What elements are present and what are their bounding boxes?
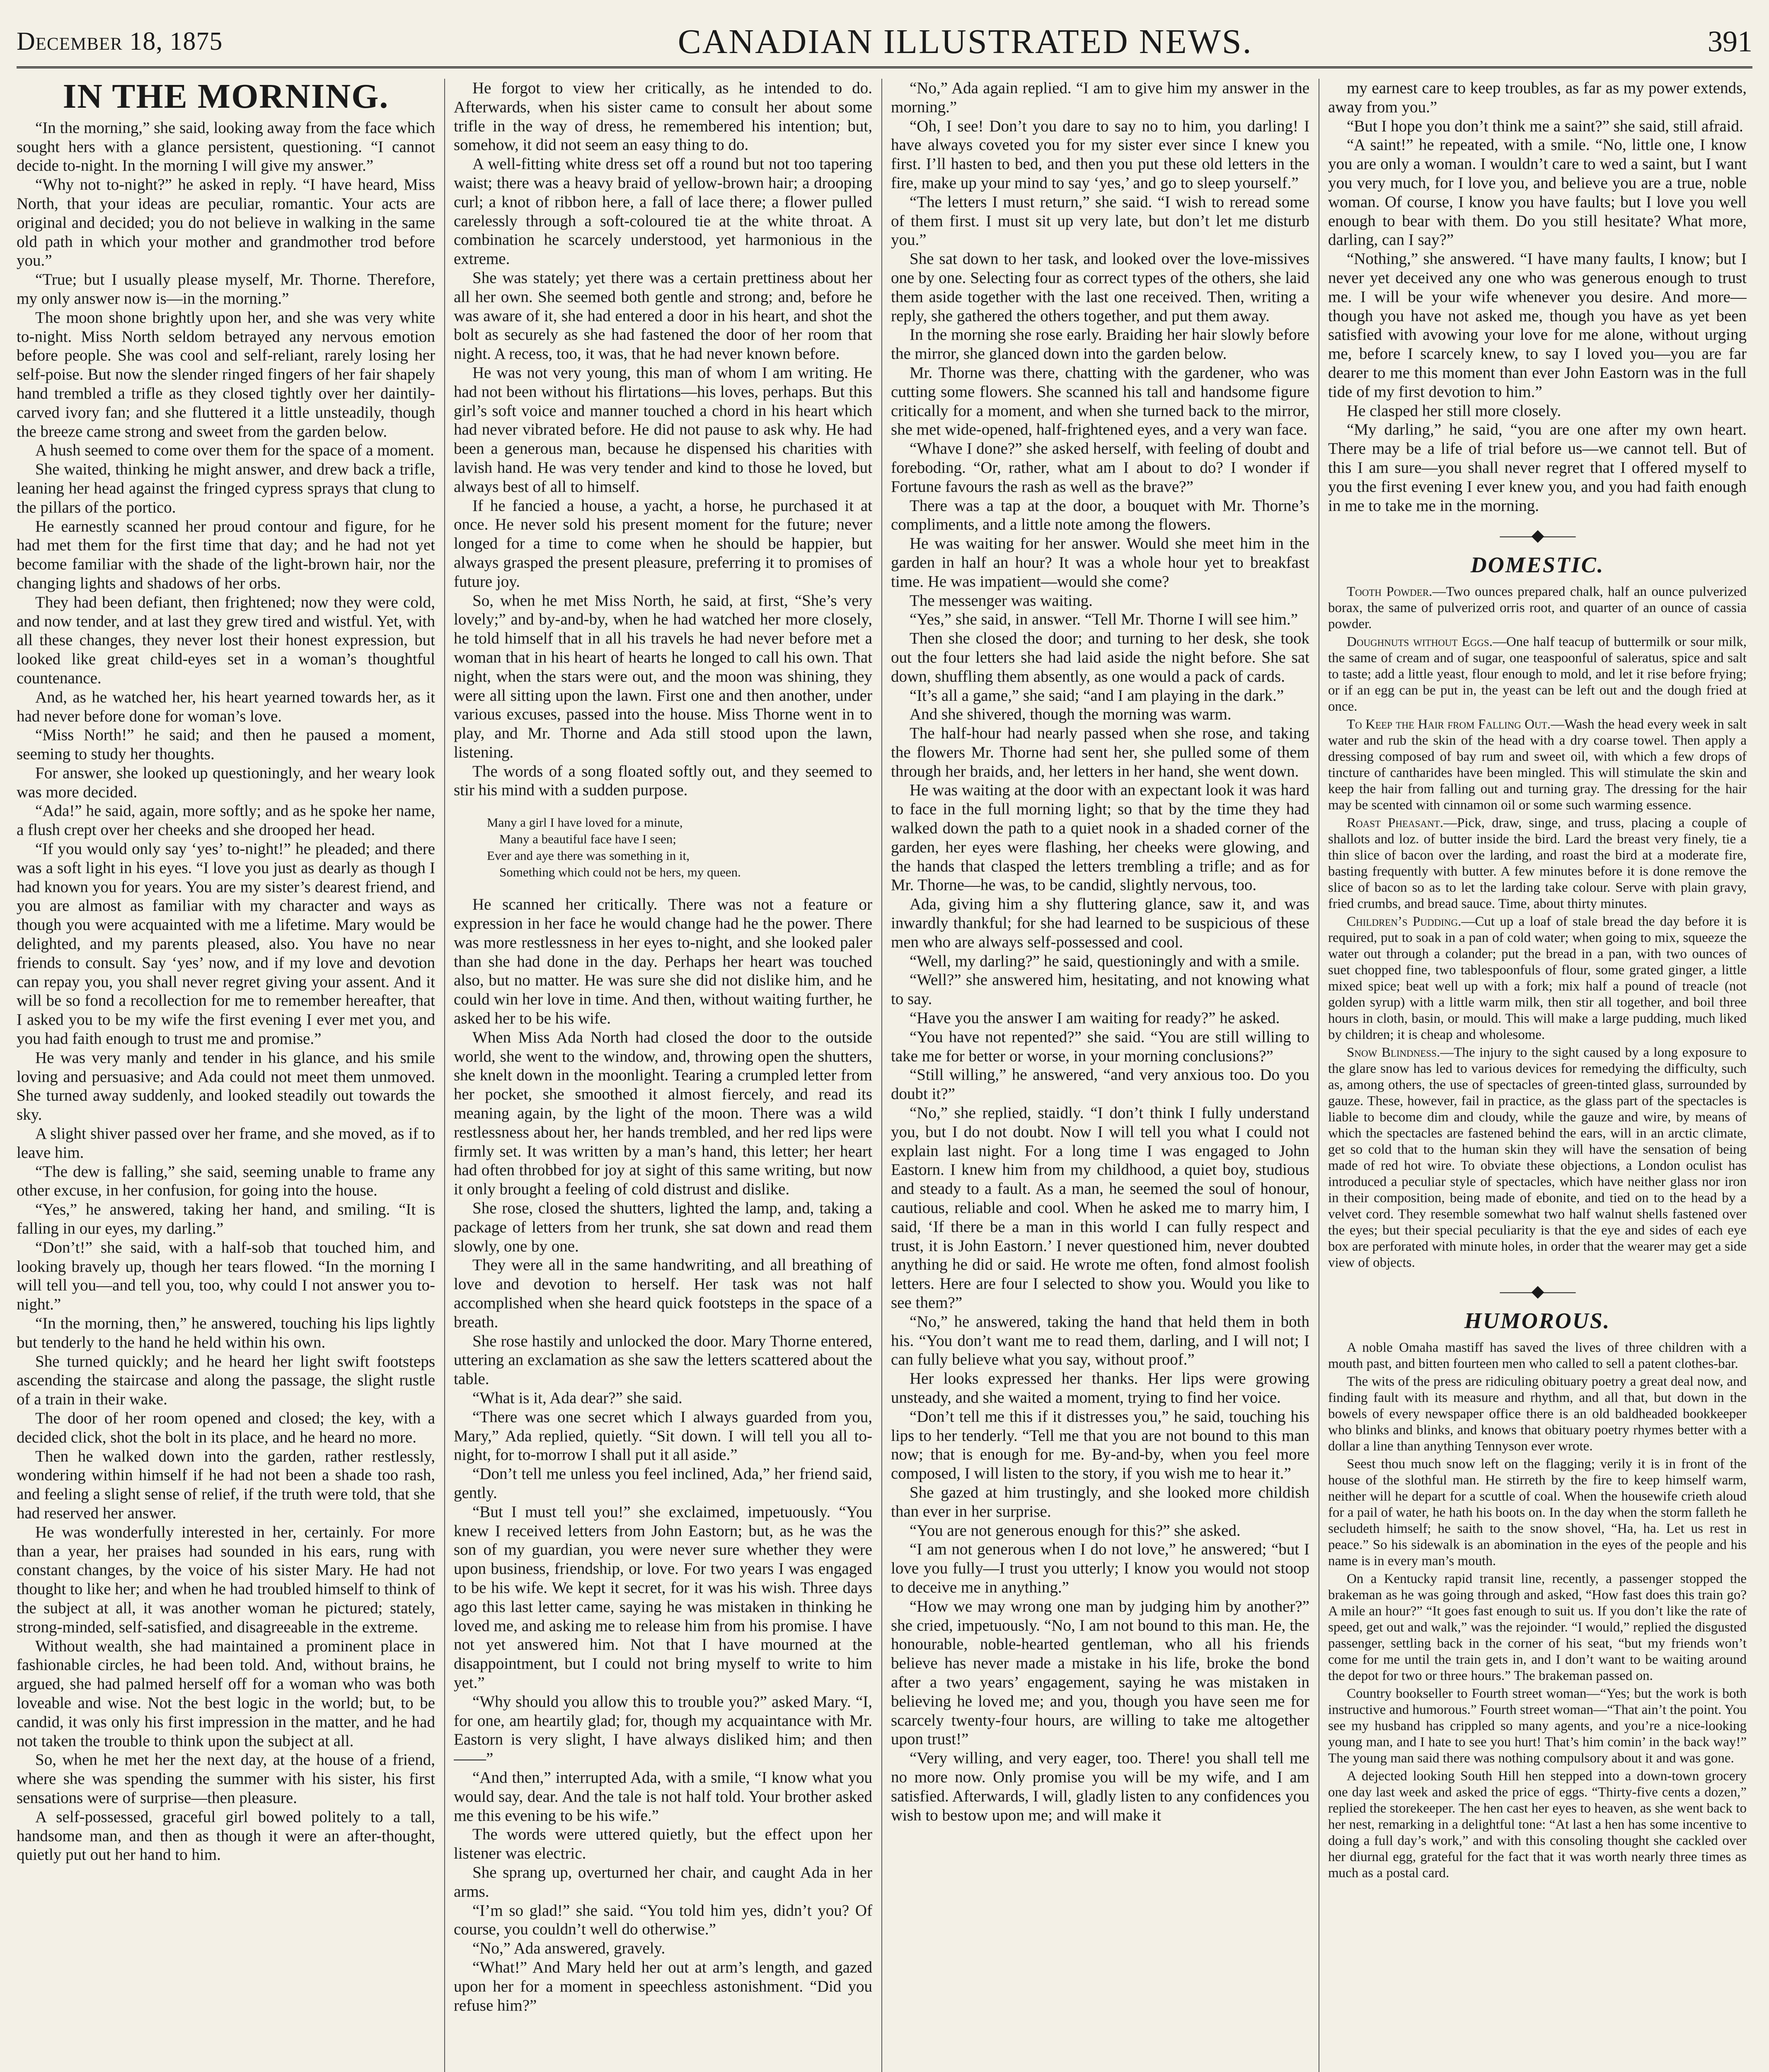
- paragraph: He earnestly scanned her proud contour and figure, for he had met them for the first time that day; and he had not yet become familiar with the shade of the light-brown hair, nor the changing lights and shadows of her orbs.: [17, 517, 435, 592]
- paragraph: Then she closed the door; and turning to her desk, she took out the four letters she had laid aside the night before. She sat down, shuffling them absently, as one would a pack of cards.: [891, 629, 1309, 685]
- newspaper-title: CANADIAN ILLUSTRATED NEWS.: [678, 22, 1253, 61]
- column-4: [1328, 79, 1747, 2072]
- recipe-item: [1328, 914, 1747, 1043]
- paragraph: “Yes,” she said, in answer. “Tell Mr. Thorne I will see him.”: [910, 610, 1298, 629]
- recipe-item-text: —One half teacup of buttermilk or sour milk, the same of cream and of sugar, one teaspoonful of saleratus, spice and salt to taste; add a little yeast, flour enough to mold, and let it rise before frying; or if an egg can be put in, the yeast can be left out and the dough fried at once.: [1328, 634, 1747, 714]
- paragraph: “Nothing,” she answered. “I have many faults, I know; but I never yet deceived any one who was generous enough to trust me. I will be your wife whenever you desire. And more—though you have not asked me, though you have as yet been satisfied with avowing your love for me alone, without urging me, before I scarcely knew, to say I loved you—you are far dearer to me this moment than ever John Eastorn was in the full tide of my first devotion to him.”: [1328, 250, 1747, 401]
- paragraph: Mr. Thorne was there, chatting with the gardener, who was cutting some flowers. She scanned his tall and handsome figure critically for a moment, and when she turned back to the mirror, she met wide-opened, half-frightened eyes, and a very wan face.: [891, 363, 1309, 439]
- paragraph: She turned quickly; and he heard her light swift footsteps ascending the staircase and along the passage, the slight rustle of a train in their wake.: [17, 1352, 435, 1409]
- paragraph: He was waiting at the door with an expectant look it was hard to face in the full morning light; so that by the time they had walked down the path to a quiet nook in a shaded corner of the garden, her eyes were flashing, her cheeks were glowing, and the hands that clasped the letters trembling a trifle; and as for Mr. Thorne—he was, to be candid, slightly nervous, too.: [891, 781, 1309, 894]
- recipe-item-text: —The injury to the sight caused by a long exposure to the glare snow has led to various devices for remedying the difficulty, such as, among others, the use of spectacles of green-tinted glass, surrounded by gauze. These, however, fail in practice, as the glass part of the spectacles is liable to become dim and cloudy, while the gauze and wire, by means of which the spectacles are fastened behind the ears, will in an arctic climate, get so cold that to the human skin they will have the sensation of being made of red hot wire. To obviate these objections, a London oculist has introduced a peculiar style of spectacles, which have neither glass nor iron in their composition, being made of ebonite, and tied on to the head by a velvet cord. They resemble somewhat two half walnut shells fastened over the eyes; but their special peculiarity is that the eye and sides of each eye box are perforated with minute holes, in order that the wearer may get a side view of objects.: [1328, 1045, 1747, 1270]
- paragraph: When Miss Ada North had closed the door to the outside world, she went to the window, and, throwing open the shutters, she knelt down in the moonlight. Tearing a crumpled letter from her pocket, she smoothed it almost fiercely, and read its meaning again, by the light of the moon. There was a wild restlessness about her, her hands trembled, and her red lips were firmly set. It was written by a man’s hand, this letter; her heart had often throbbed for joy at sight of this same writing, but now it only brought a feeling of cold distrust and dislike.: [454, 1028, 872, 1198]
- recipe-item-title: Roast Pheasant.: [1347, 815, 1444, 830]
- recipe-item-text: —Cut up a loaf of stale bread the day before it is required, put to soak in a pan of cold water; when going to mix, squeeze the water out through a colander; put the bread in a pan, with two ounces of suet chopped fine, two tablespoonfuls of flour, some grated ginger, a little mixed spice; beat well up with a fork; mix half a pound of treacle (not golden syrup) with a little warm milk, then stir all together, and boil three hours in cloth, basin, or mould. This will make a large pudding, much liked by children; it is cheap and wholesome.: [1328, 914, 1747, 1042]
- paragraph: The messenger was waiting.: [910, 591, 1093, 610]
- paragraph: He was not very young, this man of whom I am writing. He had not been without his flirtations—his loves, perhaps. But this girl’s soft voice and manner touched a chord in his heart which had never vibrated before. He did not pause to ask why. He had been a generous man, because he dispensed his charities with lavish hand. He was very tender and kind to those he loved, but always best of all to himself.: [454, 363, 872, 496]
- recipe-item: [1328, 1045, 1747, 1271]
- paragraph: “Whave I done?” she asked herself, with feeling of doubt and foreboding. “Or, rather, what am I about to do? I wonder if Fortune favours the rash as well as the brave?”: [891, 440, 1309, 496]
- paragraph: my earnest care to keep troubles, as far as my power extends, away from you.”: [1328, 79, 1747, 116]
- recipe-item: [1328, 716, 1747, 813]
- paragraph: He clasped her still more closely.: [1347, 402, 1561, 420]
- song-verse: [487, 814, 839, 881]
- paragraph: A self-possessed, graceful girl bowed politely to a tall, handsome man, and then as though it were an after-thought, quietly put out her hand to him.: [17, 1808, 435, 1864]
- paragraph: He forgot to view her critically, as he intended to do. Afterwards, when his sister came to consult her about some trifle in the way of dress, he remembered his intention; but, somehow, it did not seem an easy thing to do.: [454, 79, 872, 154]
- paragraph: “What!” And Mary held her out at arm’s length, and gazed upon her for a moment in speechless astonishment. “Did you refuse him?”: [454, 1958, 872, 2014]
- paragraph: “It’s all a game,” she said; “and I am playing in the dark.”: [910, 686, 1284, 704]
- domestic-items: [1328, 584, 1747, 1271]
- paragraph: He scanned her critically. There was not a feature or expression in her face he would change had he the power. There was more restlessness in her eyes to-night, and she looked paler than she had done in the day. Perhaps her heart was touched also, but no matter. He was sure she did not dislike him, and he could win her love in time. And then, without waiting further, he asked her to be his wife.: [454, 896, 872, 1028]
- paragraph: On a Kentucky rapid transit line, recently, a passenger stopped the brakeman as he was going through and asked, “How fast does this train go? A mile an hour?” “It goes fast enough to suit us. If you don’t like the rate of speed, get out and walk,” was the rejoinder. “I would,” replied the disgusted passenger, settling back in the corner of his seat, “but my friends won’t come for me until the train gets in, and I don’t want to be waiting around the depot for two or three hours.” The brakeman passed on.: [1328, 1571, 1747, 1683]
- paragraph: Country bookseller to Fourth street woman—“Yes; but the work is both instructive and humorous.” Fourth street woman—“That ain’t the point. You see my husband has crippled so many agents, and you’re a nice-looking young man, and I hate to see you hurt! That’s him comin’ in the back way!” The young man said there was nothing compulsory about it and was gone.: [1328, 1686, 1747, 1766]
- paragraph: “Have you the answer I am waiting for ready?” he asked.: [910, 1009, 1280, 1027]
- paragraph: He was waiting for her answer. Would she meet him in the garden in half an hour? It was a whole hour yet to breakfast time. He was impatient—would she come?: [891, 535, 1309, 591]
- paragraph: “The letters I must return,” she said. “I wish to reread some of them first. I must sit up very late, but don’t let me disturb you.”: [891, 193, 1309, 249]
- paragraph: Then he walked down into the garden, rather restlessly, wondering within himself if he had not been a shade too rash, and feeling a slight sense of relief, if the truth were told, that she had reserved her answer.: [17, 1447, 435, 1522]
- recipe-item-text: —Wash the head every week in salt water and rub the skin of the head with a dry coarse towel. Then apply a dressing composed of bay rum and sweet oil, with which a few drops of tincture of cantharides have been mingled. This will stimulate the skin and keep the hair from falling out and turning gray. The dressing for the hair may be scented with cinnamon oil or some such warming essence.: [1328, 716, 1747, 813]
- section-ornament: ――◆――: [1500, 526, 1575, 545]
- paragraph: He was very manly and tender in his glance, and his smile loving and persuasive; and Ada could not meet them unmoved. She turned away suddenly, and looked steadily out towards the sky.: [17, 1048, 435, 1124]
- paragraph: And, as he watched her, his heart yearned towards her, as it had never before done for woman’s love.: [17, 688, 435, 725]
- recipe-item-text: —Two ounces prepared chalk, half an ounce pulverized borax, the same of pulverized orris root, and quarter of an ounce of cassia powder.: [1328, 584, 1747, 632]
- paragraph: “No,” Ada again replied. “I am to give him my answer in the morning.”: [891, 79, 1309, 116]
- paragraph: Her looks expressed her thanks. Her lips were growing unsteady, and she waited a moment, trying to find her voice.: [891, 1370, 1309, 1406]
- paragraph: Ada, giving him a shy fluttering glance, saw it, and was inwardly thankful; for she had learned to be suspicious of these men who are always self-possessed and cool.: [891, 895, 1309, 951]
- recipe-item: [1328, 634, 1747, 715]
- paragraph: There was a tap at the door, a bouquet with Mr. Thorne’s compliments, and a little note among the flowers.: [891, 496, 1309, 534]
- article-columns: [17, 79, 1752, 2072]
- story-part-3: [454, 895, 872, 2015]
- recipe-item-title: Snow Blindness.: [1347, 1045, 1440, 1060]
- paragraph: “Ada!” he said, again, more softly; and as he spoke her name, a flush crept over her cheeks and she drooped her head.: [17, 802, 435, 839]
- recipe-item-title: Children’s Pudding.: [1347, 914, 1462, 929]
- paragraph: A hush seemed to come over them for the space of a moment.: [35, 441, 434, 460]
- paragraph: A slight shiver passed over her frame, and she moved, as if to leave him.: [17, 1125, 435, 1162]
- paragraph: For answer, she looked up questioningly, and her weary look was more decided.: [17, 764, 435, 801]
- masthead: [17, 17, 1752, 68]
- paragraph: A noble Omaha mastiff has saved the lives of three children with a mouth past, and bitten fourteen men who called to sell a patent clothes-bar.: [1328, 1340, 1747, 1371]
- column-divider: [444, 79, 445, 2072]
- recipe-item-title: Doughnuts without Eggs.: [1347, 634, 1493, 649]
- paragraph: She was stately; yet there was a certain prettiness about her all her own. She seemed both gentle and strong; and, before he was aware of it, she had entered a door in his heart, and shot the bolt as securely as she had fastened the door of her room that night. A recess, too, it was, that he had never known before.: [454, 269, 872, 363]
- paragraph: “If you would only say ‘yes’ to-night!” he pleaded; and there was a soft light in his eyes. “I love you just as dearly as though I had known you for years. You are my sister’s dearest friend, and you are almost as familiar with my character and ways as though you were acquainted with me a lifetime. Mary would be delighted, and my parents pleased, also. You have no near friends to consult. Say ‘yes’ now, and if my love and devotion can repay you, you shall never regret giving your assent. And it will be so fond a recollection for me to remember hereafter, that I asked you to be my wife the first evening I ever met you, and you had faith enough to trust me and promise.”: [17, 840, 435, 1048]
- paragraph: She waited, thinking he might answer, and drew back a trifle, leaning her head against the fringed cypress sprays that clung to the pillars of the portico.: [17, 460, 435, 516]
- paragraph: “Miss North!” he said; and then he paused a moment, seeming to study her thoughts.: [17, 726, 435, 763]
- column-divider: [881, 79, 882, 2072]
- paragraph: “I’m so glad!” she said. “You told him yes, didn’t you? Of course, you couldn’t well do otherwise.”: [454, 1901, 872, 1939]
- column-2: [454, 79, 872, 2072]
- humorous-items: [1328, 1340, 1747, 1881]
- paragraph: “Yes,” he answered, taking her hand, and smiling. “It is falling in our eyes, my darling.”: [17, 1201, 435, 1238]
- paragraph: “There was one secret which I always guarded from you, Mary,” Ada replied, quietly. “Sit down. I will tell you all to-night, for to-morrow I shall put it all aside.”: [454, 1408, 872, 1464]
- paragraph: So, when he met Miss North, he said, at first, “She’s very lovely;” and by-and-by, when he had watched her more closely, he told himself that in all his travels he had never before met a woman that in his heart of hearts he longed to call his own. That night, when the stars were out, and the moon was shining, they were all sitting upon the lawn. First one and then another, under various excuses, passed into the house. Miss Thorne went in to play, and Mr. Thorne and Ada still stood upon the lawn, listening.: [454, 591, 872, 761]
- story-part-4: [891, 79, 1309, 1825]
- page-number: 391: [1708, 24, 1752, 58]
- paragraph: “The dew is falling,” she said, seeming unable to frame any other excuse, in her confusion, for going into the house.: [17, 1162, 435, 1200]
- story-title: IN THE MORNING.: [63, 79, 389, 116]
- paragraph: In the morning she rose early. Braiding her hair slowly before the mirror, she glanced down into the garden below.: [891, 326, 1309, 363]
- paragraph: “Still willing,” he answered, “and very anxious too. Do you doubt it?”: [891, 1066, 1309, 1103]
- paragraph: “Very willing, and very eager, too. There! you shall tell me no more now. Only promise you will be my wife, and I am satisfied. Afterwards, I will, gladly listen to any confidences you wish to bestow upon me; and will make it: [891, 1749, 1309, 1824]
- paragraph: He was wonderfully interested in her, certainly. For more than a year, her praises had sounded in his ears, rung with constant changes, by the voice of his sister Mary. He had not thought to like her; and when he had troubled himself to think of the subject at all, it was another woman he pictured; stately, strong-minded, self-satisfied, and disagreeable in the extreme.: [17, 1523, 435, 1636]
- paragraph: “But I must tell you!” she exclaimed, impetuously. “You knew I received letters from John Eastorn; but, as he was the son of my guardian, you were never sure whether they were upon business, friendship, or love. For two years I was engaged to be his wife. We kept it secret, for it was his wish. Three days ago this last letter came, saying he was mistaken in thinking he loved me, and asking me to release him from his promise. I have not yet answered him. Not that I have mourned at the disappointment, but I could not bring myself to write to him yet.”: [454, 1503, 872, 1692]
- verse-line: Ever and aye there was something in it,: [487, 848, 690, 863]
- paragraph: “Don’t tell me this if it distresses you,” he said, touching his lips to her tenderly. “Tell me that you are not bound to this man now; that is enough for me. By-and-by, when you feel more composed, I will listen to the story, if you wish me to hear it.”: [891, 1407, 1309, 1483]
- paragraph: “Why should you allow this to trouble you?” asked Mary. “I, for one, am heartily glad; for, though my acquaintance with Mr. Eastorn is very slight, I have always disliked him; and then——”: [454, 1692, 872, 1768]
- paragraph: If he fancied a house, a yacht, a horse, he purchased it at once. He never sold his present moment for the future; never longed for a time to come when he should be happier, but always grasped the present pleasure, preferring it to promises of future joy.: [454, 496, 872, 591]
- paragraph: And she shivered, though the morning was warm.: [910, 705, 1232, 724]
- paragraph: “Why not to-night?” he asked in reply. “I have heard, Miss North, that your ideas are peculiar, romantic. Your acts are original and decided; you do not believe in walking in the same old path in which your mother and grandmother trod before you.”: [17, 176, 435, 270]
- paragraph: The words were uttered quietly, but the effect upon her listener was electric.: [454, 1825, 872, 1863]
- paragraph: “In the morning,” she said, looking away from the face which sought hers with a glance persistent, questioning. “I cannot decide to-night. In the morning I will give my answer.”: [17, 119, 435, 175]
- recipe-item: [1328, 584, 1747, 632]
- section-ornament: ――◆――: [1500, 1281, 1575, 1300]
- paragraph: She gazed at him trustingly, and she looked more childish than ever in her surprise.: [891, 1483, 1309, 1520]
- column-3: [891, 79, 1309, 2072]
- humorous-heading: HUMOROUS.: [1464, 1308, 1611, 1333]
- paragraph: She rose hastily and unlocked the door. Mary Thorne entered, uttering an exclamation as she saw the letters scattered about the table.: [454, 1332, 872, 1388]
- paragraph: “Don’t tell me unless you feel inclined, Ada,” her friend said, gently.: [454, 1465, 872, 1502]
- paragraph: The half-hour had nearly passed when she rose, and taking the flowers Mr. Thorne had sent her, she pulled some of them through her braids, and, her letters in her hand, she went down.: [891, 724, 1309, 780]
- recipe-item-text: —Pick, draw, singe, and truss, placing a couple of shallots and loz. of butter inside the bird. Lard the breast very finely, tie a thin slice of bacon over the larding, and roast the bird at a moderate fire, basting frequently with butter. A few minutes before it is done remove the slice of bacon so as to let the larding take colour. Serve with plain gravy, fried crumbs, and bread sauce. Time, about thirty minutes.: [1328, 815, 1747, 911]
- paragraph: “No,” Ada answered, gravely.: [472, 1939, 665, 1958]
- paragraph: Without wealth, she had maintained a prominent place in fashionable circles, he had been told. And, without brains, he argued, she had palmed herself off for a woman who was both loveable and wise. Not the best logic in the world; but, to be candid, it was only his first impression in the matter, and he had not taken the trouble to think upon the subject at all.: [17, 1637, 435, 1750]
- paragraph: “No,” she replied, staidly. “I don’t think I fully understand you, but I do not doubt. Now I will tell you what I could not explain last night. For a long time I was engaged to John Eastorn. I knew him from my childhood, a quiet boy, studious and steady to a fault. As a man, he seemed the soul of honour, cautious, reliable and cool. When he asked me to marry him, I said, ‘If there be a man in this world I can fully respect and trust, it is John Eastorn.’ I never questioned him, never doubted anything he did or said. He wrote me often, fond almost foolish letters. Here are four I selected to show you. Would you like to see them?”: [891, 1104, 1309, 1312]
- paragraph: “Oh, I see! Don’t you dare to say no to him, you darling! I have always coveted you for my sister ever since I knew you first. I’ll hasten to bed, and then you put these old letters in the fire, make up your mind to say ‘yes,’ and go to sleep yourself.”: [891, 117, 1309, 192]
- paragraph: “Well, my darling?” he said, questioningly and with a smile.: [910, 952, 1300, 970]
- paragraph: The moon shone brightly upon her, and she was very white to-night. Miss North seldom betrayed any nervous emotion before people. She was cool and self-reliant, rarely losing her self-poise. But now the slender ringed fingers of her fair shapely hand trembled a trifle as they closed tightly over her daintily-carved ivory fan; and she fluttered it a little unsteadily, though the breeze came strong and sweet from the garden below.: [17, 308, 435, 441]
- paragraph: “You have not repented?” she said. “You are still willing to take me for better or worse, in your morning conclusions?”: [891, 1028, 1309, 1065]
- paragraph: The words of a song floated softly out, and they seemed to stir his mind with a sudden purpose.: [454, 762, 872, 799]
- paragraph: So, when he met her the next day, at the house of a friend, where she was spending the summer with his sister, his first sensations were of surprise—then pleasure.: [17, 1751, 435, 1807]
- paragraph: Seest thou much snow left on the flagging; verily it is in front of the house of the slothful man. He stirreth by the fire to keep himself warm, neither will he depart for a scuttle of coal. When the housewife crieth aloud for a pail of water, he hath his boots on. In the day when the storm falleth he secludeth himself; he saith to the snow shovel, “Ha, ha. Let us rest in peace.” So his sidewalk is an abomination in the eyes of the people and his name is in every man’s mouth.: [1328, 1456, 1747, 1569]
- paragraph: A dejected looking South Hill hen stepped into a down-town grocery one day last week and asked the price of eggs. “Thirty-five cents a dozen,” replied the storekeeper. The hen cast her eyes to heaven, as she went back to her nest, remarking in a delightful tone: “At last a hen has some incentive to doing a full day’s work,” and with this consoling thought she cackled over her diurnal egg, grateful for the fact that it was worth nearly three times as much as a postal card.: [1328, 1768, 1747, 1881]
- paragraph: “True; but I usually please myself, Mr. Thorne. Therefore, my only answer now is—in the morning.”: [17, 271, 435, 307]
- story-part-1: [17, 119, 435, 1864]
- paragraph: “And then,” interrupted Ada, with a smile, “I know what you would say, dear. And the tale is not half told. Your brother asked me this evening to be his wife.”: [454, 1768, 872, 1825]
- paragraph: She rose, closed the shutters, lighted the lamp, and, taking a package of letters from her trunk, she sat down and read them slowly, one by one.: [454, 1199, 872, 1255]
- paragraph: “Don’t!” she said, with a half-sob that touched him, and looking bravely up, though her tears flowed. “In the morning I will tell you—and tell you, too, why could I not answer you to-night.”: [17, 1238, 435, 1314]
- paragraph: “How we may wrong one man by judging him by another?” she cried, impetuously. “No, I am not bound to this man. He, the honourable, noble-hearted gentleman, who all his friends believe has never made a mistake in his life, broke the bond after a two years’ engagement, saying he was mistaken in believing he loved me; and you, though you have seen me for scarcely twenty-four hours, are willing to take me altogether upon trust!”: [891, 1597, 1309, 1748]
- story-part-2: [454, 79, 872, 800]
- verse-line: Something which could not be hers, my queen.: [499, 865, 741, 880]
- paragraph: “In the morning, then,” he answered, touching his lips lightly but tenderly to the hand he held within his own.: [17, 1314, 435, 1351]
- paragraph: “What is it, Ada dear?” she said.: [472, 1389, 682, 1407]
- recipe-item: [1328, 815, 1747, 912]
- paragraph: “You are not generous enough for this?” she asked.: [910, 1521, 1241, 1539]
- paragraph: “No,” he answered, taking the hand that held them in both his. “You don’t want me to read them, darling, and I will not; I can fully believe what you say, without proof.”: [891, 1312, 1309, 1369]
- story-part-5: [1328, 79, 1747, 515]
- paragraph: “But I hope you don’t think me a saint?” she said, still afraid.: [1347, 117, 1743, 135]
- domestic-heading: DOMESTIC.: [1470, 552, 1604, 578]
- paragraph: They were all in the same handwriting, and all breathing of love and devotion to herself. Her task was not half accomplished when she heard quick footsteps in the space of a breath.: [454, 1256, 872, 1331]
- recipe-item-title: Tooth Powder.: [1347, 584, 1433, 599]
- paragraph: She sat down to her task, and looked over the love-missives one by one. Selecting four as correct types of the others, she laid them aside together with the last one received. Then, writing a reply, she gathered the others together, and put them away.: [891, 250, 1309, 325]
- paragraph: She sprang up, overturned her chair, and caught Ada in her arms.: [454, 1863, 872, 1900]
- verse-line: Many a beautiful face have I seen;: [499, 832, 676, 847]
- column-1: [17, 79, 435, 2072]
- paragraph: “I am not generous when I do not love,” he answered; “but I love you fully—I trust you utterly; I know you would not stoop to deceive me in anything.”: [891, 1540, 1309, 1596]
- recipe-item-title: To Keep the Hair from Falling Out.: [1347, 716, 1551, 732]
- paragraph: A well-fitting white dress set off a round but not too tapering waist; there was a heavy braid of yellow-brown hair; a drooping curl; a knot of ribbon here, a fall of lace there; a flower pulled carelessly through a soft-coloured tie at the white throat. A combination he scarcely understood, yet harmonious in the extreme.: [454, 155, 872, 268]
- paragraph: The wits of the press are ridiculing obituary poetry a great deal now, and finding fault with its measure and rhythm, and all that, but down in the bowels of every newspaper office there is an old baldheaded bookkeeper who blinks and blinks, and knows that obituary poetry rhymes better with a dollar a line than anything Tennyson ever wrote.: [1328, 1374, 1747, 1454]
- paragraph: “A saint!” he repeated, with a smile. “No, little one, I know you are only a woman. I wouldn’t care to wed a saint, but I want you very much, for I love you, and believe you are a true, noble woman. Of course, I know you have faults; but I love you well enough to bear with them. Do you still hesitate? What more, darling, can I say?”: [1328, 136, 1747, 249]
- issue-date: December 18, 1875: [17, 27, 223, 56]
- paragraph: They had been defiant, then frightened; now they were cold, and now tender, and at last they grew tired and wistful. Yet, with all these changes, they never lost their honest expression, but looked like great child-eyes set in a woman’s thoughtful countenance.: [17, 593, 435, 687]
- paragraph: “Well?” she answered him, hesitating, and not knowing what to say.: [891, 971, 1309, 1008]
- verse-line: Many a girl I have loved for a minute,: [487, 815, 683, 830]
- paragraph: The door of her room opened and closed; the key, with a decided click, shot the bolt in its place, and he heard no more.: [17, 1409, 435, 1446]
- paragraph: “My darling,” he said, “you are one after my own heart. There may be a life of trial before us—we cannot tell. But of this I am sure—you shall never regret that I offered myself to you the first evening I ever knew you, and you had faith enough in me to take me in the morning.: [1328, 421, 1747, 515]
